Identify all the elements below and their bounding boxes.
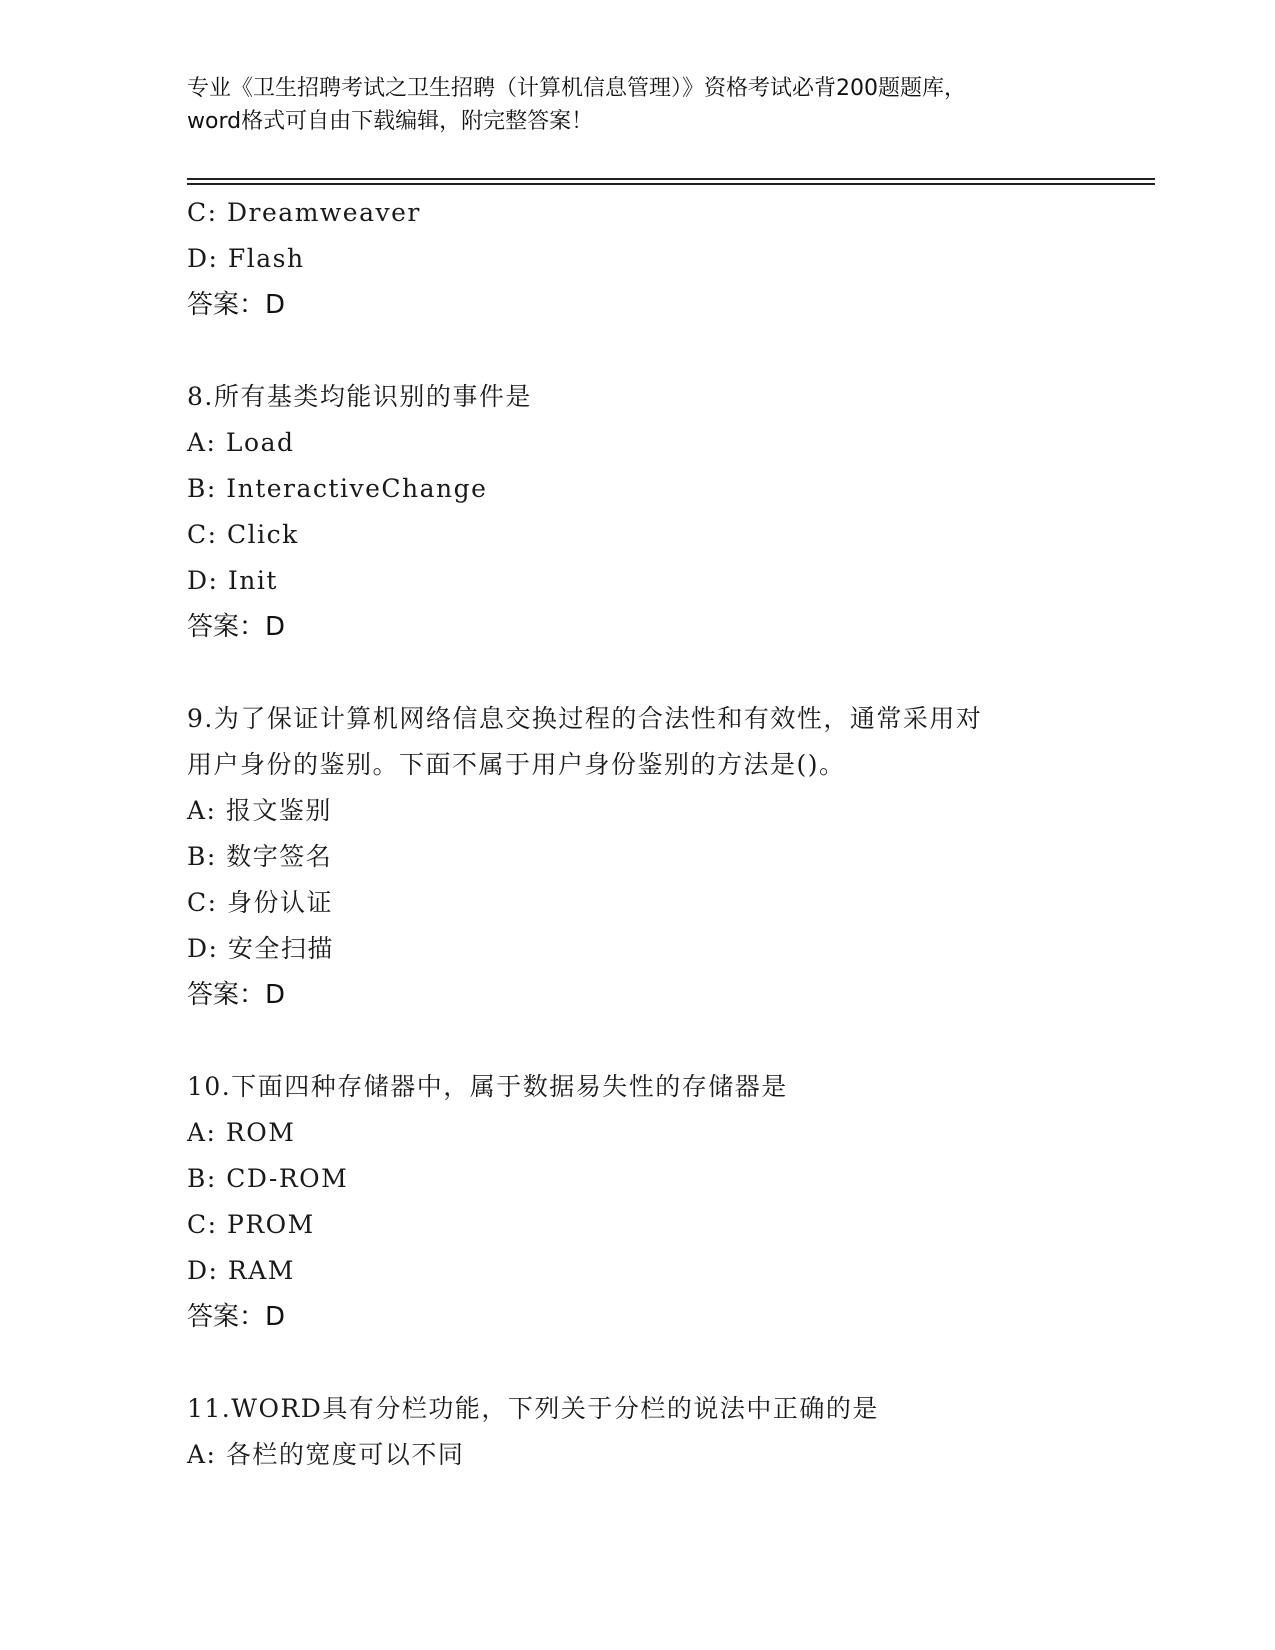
question-9: [187, 696, 1147, 1018]
question-8: [187, 374, 1147, 650]
question-text: 11.WORD具有分栏功能，下列关于分栏的说法中正确的是: [187, 1394, 879, 1423]
option-b: B: InteractiveChange: [187, 474, 488, 503]
question-list: [187, 190, 1147, 1478]
option-d: D: 安全扫描: [187, 934, 334, 963]
question-text-line2: 用户身份的鉴别。下面不属于用户身份鉴别的方法是()。: [187, 750, 846, 779]
option-c: C: 身份认证: [187, 888, 333, 917]
answer: 答案：D: [187, 612, 286, 642]
header-divider-top: [187, 178, 1155, 180]
option-a: A: 各栏的宽度可以不同: [187, 1440, 465, 1469]
header-title-line1: 专业《卫生招聘考试之卫生招聘（计算机信息管理）》资格考试必背200题题库，: [187, 76, 966, 101]
answer: 答案：D: [187, 1302, 286, 1332]
header-title-line2: word格式可自由下载编辑，附完整答案！: [187, 109, 594, 134]
option-c: C: Dreamweaver: [187, 198, 421, 227]
question-text: 8.所有基类均能识别的事件是: [187, 382, 532, 411]
question-text-line1: 9.为了保证计算机网络信息交换过程的合法性和有效性，通常采用对: [187, 704, 983, 733]
spacer: [187, 650, 1147, 696]
option-a: A: Load: [187, 428, 295, 457]
answer: 答案：D: [187, 980, 286, 1010]
option-c: C: PROM: [187, 1210, 315, 1239]
question-11: [187, 1386, 1147, 1478]
option-a: A: 报文鉴别: [187, 796, 332, 825]
spacer: [187, 1340, 1147, 1386]
option-c: C: Click: [187, 520, 299, 549]
spacer: [187, 328, 1147, 374]
document-header: [187, 72, 1087, 138]
spacer: [187, 1018, 1147, 1064]
answer: 答案：D: [187, 290, 286, 320]
option-a: A: ROM: [187, 1118, 296, 1147]
option-b: B: CD-ROM: [187, 1164, 349, 1193]
option-d: D: Init: [187, 566, 278, 595]
option-d: D: RAM: [187, 1256, 295, 1285]
header-divider-bottom: [187, 183, 1155, 185]
question-text: 10.下面四种存储器中，属于数据易失性的存储器是: [187, 1072, 788, 1101]
option-b: B: 数字签名: [187, 842, 333, 871]
question-10: [187, 1064, 1147, 1340]
option-d: D: Flash: [187, 244, 305, 273]
question-continued: [187, 190, 1147, 328]
